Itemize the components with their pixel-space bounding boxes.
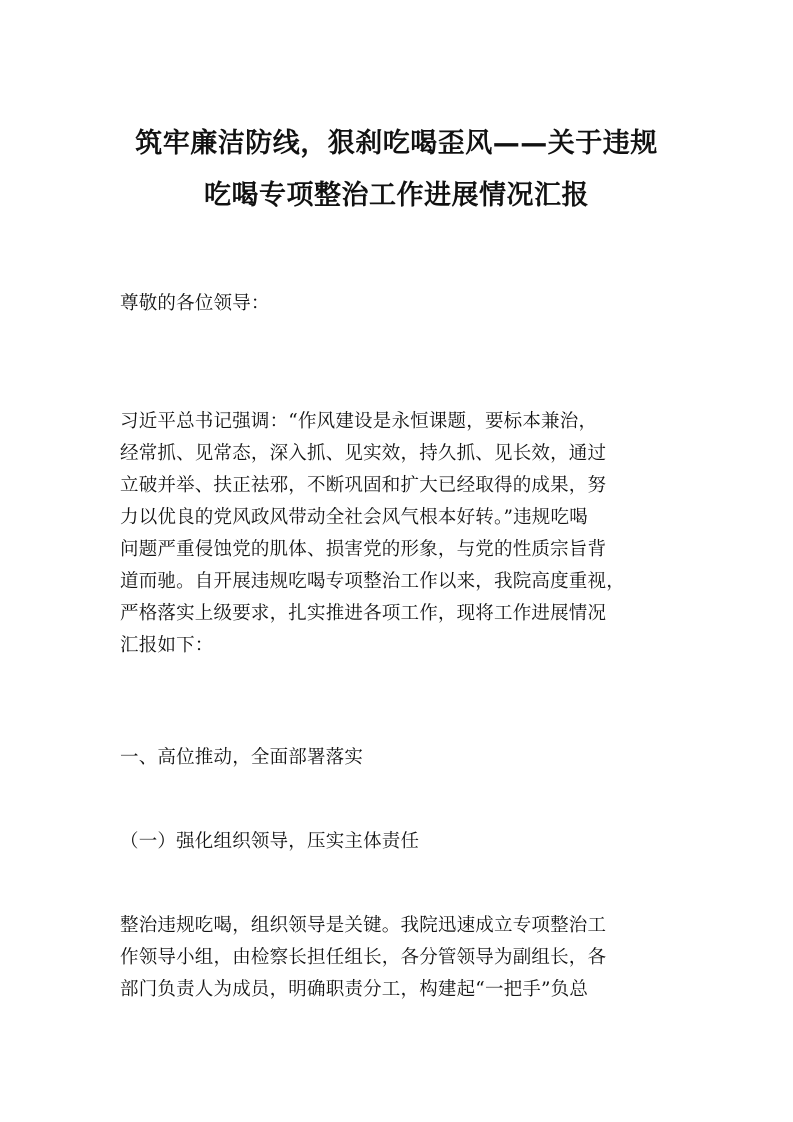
paragraph-line: 问题严重侵蚀党的肌体、损害党的形象，与党的性质宗旨背	[120, 539, 607, 560]
subsection-heading: （一）强化组织领导，压实主体责任	[120, 831, 420, 852]
paragraph-line: 力以优良的党风政风带动全社会风气根本好转。”违规吃喝	[120, 507, 588, 528]
paragraph-line: 作领导小组，由检察长担任组长，各分管领导为副组长，各	[120, 947, 607, 968]
title-line-2: 吃喝专项整治工作进展情况汇报	[204, 180, 589, 211]
greeting: 尊敬的各位领导：	[120, 293, 270, 314]
title-line-1: 筑牢廉洁防线，狠刹吃喝歪风——关于违规	[135, 128, 658, 159]
paragraph-line: 道而驰。自开展违规吃喝专项整治工作以来，我院高度重视，	[120, 571, 625, 592]
paragraph-line: 严格落实上级要求，扎实推进各项工作，现将工作进展情况	[120, 603, 607, 624]
body-paragraph	[120, 910, 676, 1006]
paragraph-line: 立破并举、扶正祛邪，不断巩固和扩大已经取得的成果，努	[120, 475, 607, 496]
paragraph-line: 整治违规吃喝，组织领导是关键。我院迅速成立专项整治工	[120, 915, 607, 936]
paragraph-line: 汇报如下：	[120, 635, 214, 656]
document-title	[100, 118, 693, 222]
intro-paragraph	[120, 406, 676, 662]
section-heading: 一、高位推动，全面部署落实	[120, 747, 364, 768]
paragraph-line: 习近平总书记强调：“作风建设是永恒课题，要标本兼治，	[120, 411, 598, 432]
paragraph-line: 部门负责人为成员，明确职责分工，构建起“一把手”负总	[120, 979, 589, 1000]
paragraph-line: 经常抓、见常态，深入抓、见实效，持久抓、见长效，通过	[120, 443, 607, 464]
